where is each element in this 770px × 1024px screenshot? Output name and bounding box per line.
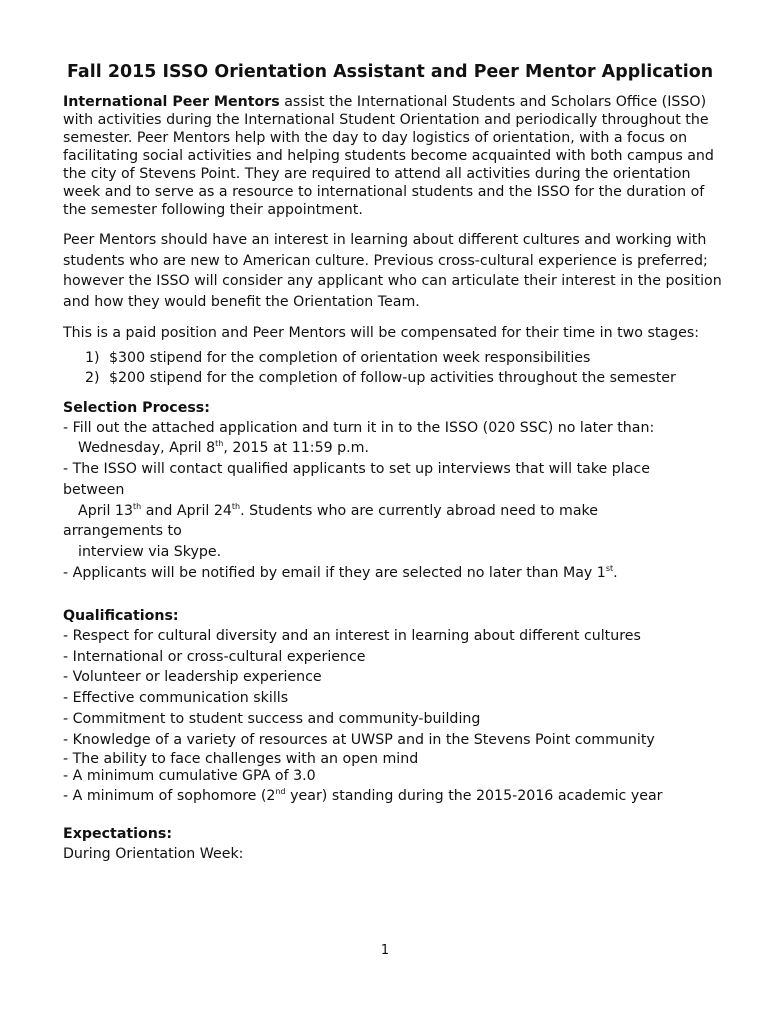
list-item: - Respect for cultural diversity and an interest in learning about different cultures xyxy=(63,627,641,644)
expectations-section xyxy=(63,824,723,865)
compensation-paragraph: This is a paid position and Peer Mentors will be compensated for their time in two stages: xyxy=(63,325,700,341)
selection-line: - Fill out the attached application and turn it in to the ISSO (020 SSC) no later than: xyxy=(63,419,655,436)
list-item: - Effective communication skills xyxy=(63,690,289,707)
intro-paragraph xyxy=(63,93,723,219)
list-item: - Volunteer or leadership experience xyxy=(63,669,322,686)
list-item xyxy=(63,368,723,388)
section-heading-qualifications: Qualifications: xyxy=(63,607,179,624)
list-item xyxy=(63,348,723,368)
list-number: 1) xyxy=(85,349,100,366)
document-page xyxy=(63,62,723,865)
list-item: - Commitment to student success and community-building xyxy=(63,711,481,728)
intro-text: assist the International Students and Scholars Office (ISSO) with activities during the International Student Orientation and periodically throughout the semester. Peer Mentors help with the day to day logistics of orientation, with a focus on facilitating social activities and helping students become acquainted with both campus and the city of Stevens Point. They are required to attend all activities during the orientation week and to serve as a resource to international students and the ISSO for the duration of the semester following their appointment. xyxy=(63,94,714,218)
intro-bold-lead: International Peer Mentors xyxy=(63,94,280,110)
page-title: Fall 2015 ISSO Orientation Assistant and Peer Mentor Application xyxy=(67,62,714,82)
interest-paragraph: Peer Mentors should have an interest in learning about different cultures and working with students who are new to American culture. Previous cross-cultural experience is preferred; however the ISSO will consider any applicant who can articulate their interest in the position and how they would benefit the Orientation Team. xyxy=(63,232,722,310)
section-heading-expectations: Expectations: xyxy=(63,826,172,843)
selection-line: interview via Skype. xyxy=(78,544,222,561)
selection-line: April 13th and April 24th. Students who are currently abroad need to make xyxy=(78,501,598,519)
qualifications-section xyxy=(63,606,723,807)
list-item: - International or cross-cultural experience xyxy=(63,648,366,665)
expectations-subheading: During Orientation Week: xyxy=(63,846,244,863)
selection-line: Wednesday, April 8th, 2015 at 11:59 p.m. xyxy=(78,439,369,457)
list-text: $200 stipend for the completion of follow-up activities throughout the semester xyxy=(109,369,676,386)
section-heading-selection: Selection Process: xyxy=(63,399,210,416)
page-number: 1 xyxy=(380,943,390,958)
selection-line: - The ISSO will contact qualified applicants to set up interviews that will take place xyxy=(63,461,650,478)
selection-line: - Applicants will be notified by email if they are selected no later than May 1st. xyxy=(63,564,618,582)
selection-section xyxy=(63,398,723,584)
selection-line: between xyxy=(63,481,125,498)
list-item: - Knowledge of a variety of resources at UWSP and in the Stevens Point community xyxy=(63,731,655,748)
selection-line: arrangements to xyxy=(63,523,182,540)
list-item: - A minimum cumulative GPA of 3.0 xyxy=(63,768,316,785)
list-item: - The ability to face challenges with an open mind xyxy=(63,750,419,767)
list-item: - A minimum of sophomore (2nd year) standing during the 2015-2016 academic year xyxy=(63,786,663,804)
stipend-list xyxy=(63,348,723,388)
list-text: $300 stipend for the completion of orientation week responsibilities xyxy=(109,349,591,366)
list-number: 2) xyxy=(85,369,100,386)
